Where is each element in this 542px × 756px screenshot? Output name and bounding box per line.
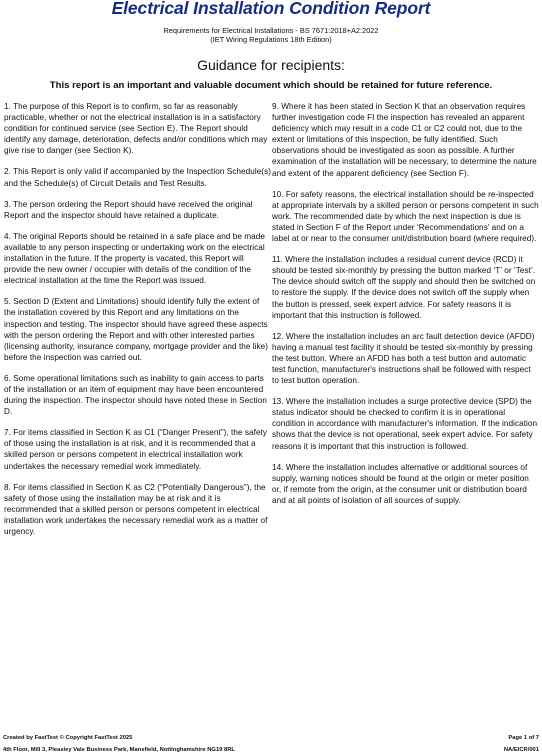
guidance-item-6: 6. Some operational limitations such as inability to gain access to parts of the installation or an item of equipment may have been encountered during the inspection. The inspector should have noted these in Section D. — [4, 373, 267, 417]
important-notice: This report is an important and valuable document which should be retained for future reference. — [49, 80, 493, 91]
footer-form-code: NA/EICR/001 — [503, 747, 539, 753]
guidance-item-12: 12. Where the installation includes an arc fault detection device (AFDD) having a manual test facility it should be tested six-monthly by pressing the test button. Where an AFDD has both a test button and automatic test function, manufacturer's instructions shall be followed with respect to test button operation. — [272, 331, 535, 386]
footer-address: 4th Floor, Mill 3, Pleasley Vale Business Park, Mansfield, Nottinghamshire NG19 8RL — [3, 747, 235, 753]
guidance-item-9: 9. Where it has been stated in Section K that an observation requires further investigation code FI the inspection has revealed an apparent deficiency which may result in a code C1 or C2 could not, due to the extent or limitations of this inspection, be fully identified. Such observations should be investigated as soon as possible. A further examination of the installation will be necessary, to determine the nature and extent of the apparent deficiency (see Section F). — [272, 102, 537, 178]
guidance-column-left — [4, 101, 272, 537]
guidance-item-4: 4. The original Reports should be retained in a safe place and be made available to any person inspecting or undertaking work on the electrical installation in the future. If the property is vacated, this Report will provide the new owner / occupier with details of the condition of the electrical installation at the time the Report was issued. — [4, 231, 265, 286]
guidance-item-2: 2. This Report is only valid if accompanied by the Inspection Schedule(s) and the Schedule(s) of Circuit Details and Test Results. — [4, 167, 272, 188]
guidance-item-5: 5. Section D (Extent and Limitations) should identify fully the extent of the installation covered by this Report and any limitations on the inspection and testing. The inspector should have agreed these aspects with the person ordering the Report and with other interested parties (licensing authority, insurance company, mortgage provider and the like) before the inspection was carried out. — [4, 297, 269, 362]
guidance-column-right — [272, 101, 539, 506]
guidance-item-14: 14. Where the installation includes alternative or additional sources of supply, warning notices should be found at the origin or meter position or, if remote from the origin, at the consumer unit or distribution board and at all points of isolation of all sources of supply. — [272, 462, 529, 505]
guidance-item-11: 11. Where the installation includes a residual current device (RCD) it should be tested six-monthly by pressing the button marked ‘T’ or ‘Test’. The device should switch off the supply and should then be switched on to restore the supply. If the device does not switch off the supply when the button is pressed, seek expert advice. For safety reasons it is important that this instruction is followed. — [272, 255, 536, 320]
footer-created-by: Created by FastTest © Copyright FastTest 2025 — [3, 735, 133, 741]
footer-page-number: Page 1 of 7 — [508, 735, 539, 741]
guidance-item-8: 8. For items classified in Section K as C2 (“Potentially Dangerous”), the safety of those using the installation may be at risk and it is recommended that a skilled person or persons competent in electrical installation work undertakes the necessary remedial work as a matter of urgency. — [4, 482, 268, 536]
guidance-item-10: 10. For safety reasons, the electrical installation should be re-inspected at appropriate intervals by a skilled person or persons competent in such work. The recommended date by which the next inspection is due is stated in Section F of the Report under ‘Recommendations’ and on a label at or near to the consumer unit/distribution board (where required). — [272, 189, 539, 244]
guidance-heading: Guidance for recipients: — [197, 57, 345, 73]
guidance-item-7: 7. For items classified in Section K as C1 (“Danger Present”), the safety of those using the installation is at risk, and it is recommended that a skilled person or persons competent in electrical installation work undertakes the necessary remedial work immediately. — [4, 428, 268, 471]
requirements-line-1: Requirements for Electrical Installations - BS 7671:2018+A2:2022 — [163, 26, 379, 35]
requirements-block — [0, 26, 542, 45]
guidance-item-1: 1. The purpose of this Report is to confirm, so far as reasonably practicable, whether or not the electrical installation is in a satisfactory condition for continued service (see Section E). The Report should identify any damage, deterioration, defects and/or conditions which may give rise to danger (see Section K). — [4, 102, 268, 156]
report-title: Electrical Installation Condition Report — [111, 0, 431, 18]
requirements-line-2: (IET Wiring Regulations 18th Edition) — [210, 35, 332, 45]
guidance-item-3: 3. The person ordering the Report should have received the original Report and the inspector should have retained a duplicate. — [4, 199, 253, 220]
guidance-item-13: 13. Where the installation includes a surge protective device (SPD) the status indicator should be checked to confirm it is in operational condition in accordance with manufacturer's information. If the indication shows that the device is not operational, seek expert advice. For safety reasons it is important that this instruction is followed. — [272, 397, 538, 451]
